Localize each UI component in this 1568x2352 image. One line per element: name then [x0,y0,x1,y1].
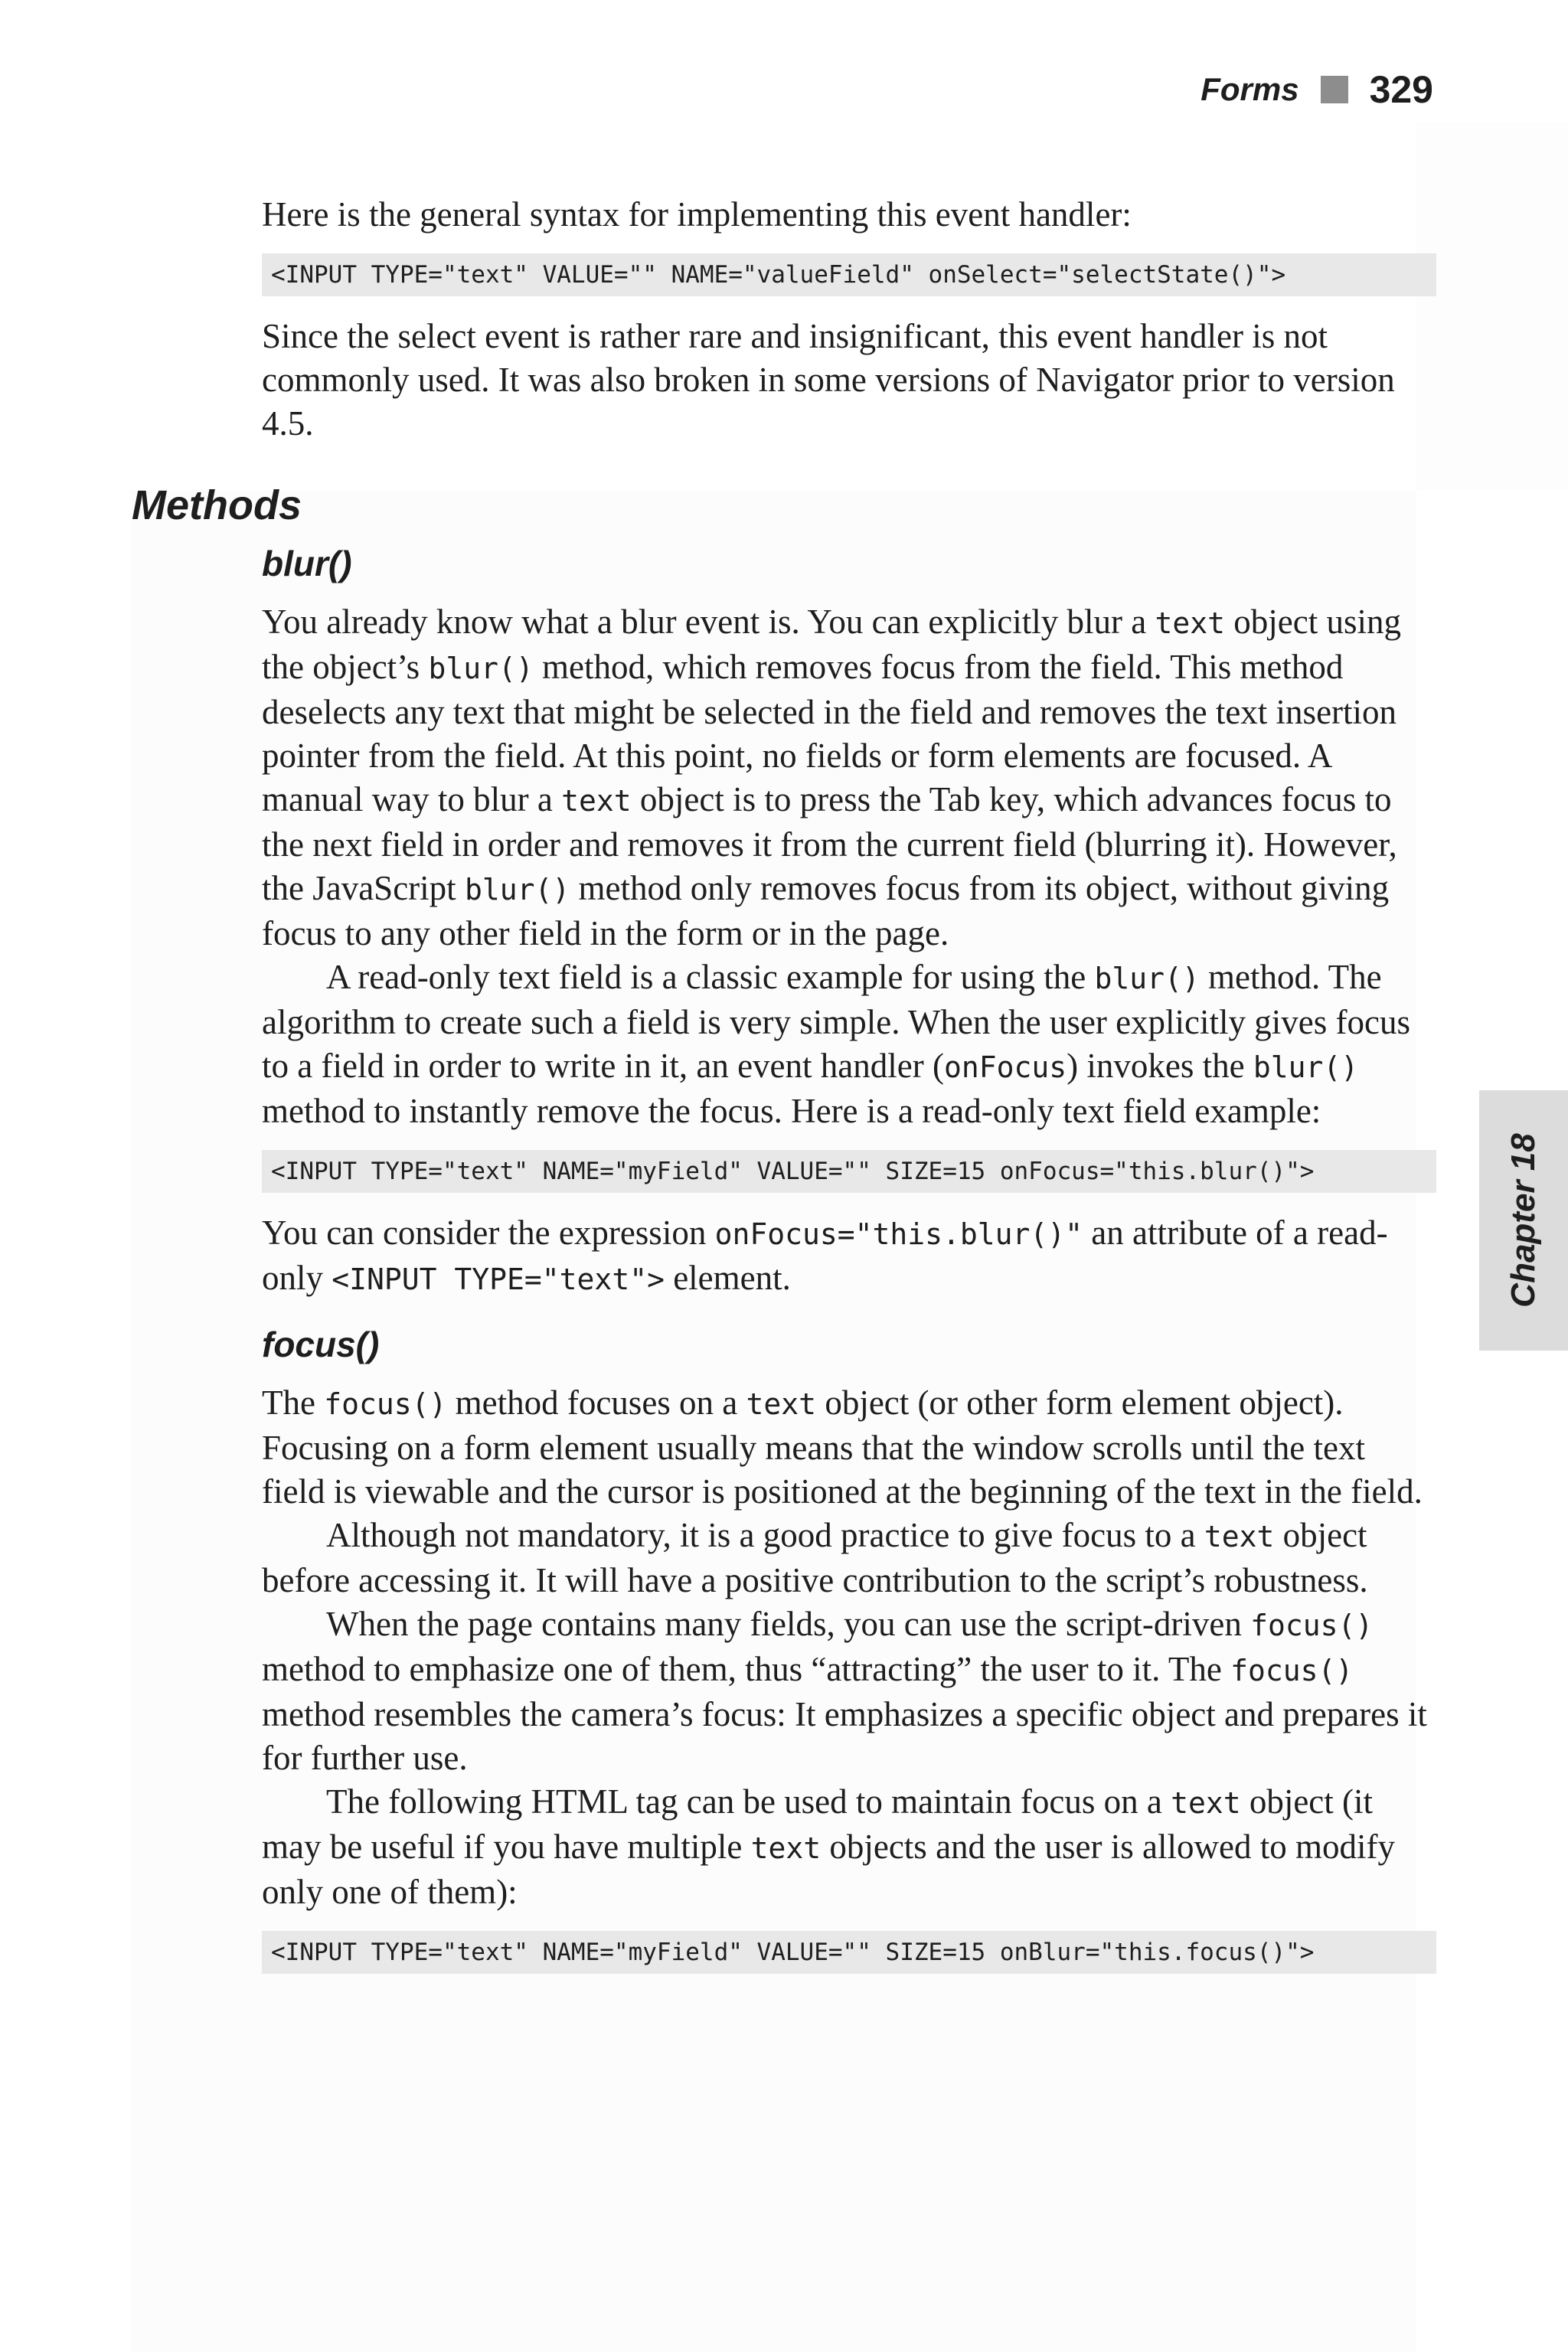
inline-code: text [561,784,632,818]
inline-code: focus() [1250,1609,1374,1642]
code-block-onselect: <INPUT TYPE="text" VALUE="" NAME="valueField" onSelect="selectState()"> [262,253,1436,296]
running-head-square-icon [1321,76,1348,103]
code-block-onblur: <INPUT TYPE="text" NAME="myField" VALUE="" SIZE=15 onBlur="this.focus()"> [262,1931,1436,1974]
chapter-tab [1479,1090,1568,1351]
inline-code: text [746,1387,817,1421]
inline-code: focus() [1230,1654,1354,1687]
running-head [1200,67,1433,112]
subheading-blur: blur() [262,544,352,583]
paragraph: Although not mandatory, it is a good practice to give focus to a text object before accessing it. It will have a positive contribution to the script’s robustness. [262,1516,1368,1599]
running-head-section: Forms [1200,71,1299,107]
inline-code: text [1171,1786,1241,1820]
page-number: 329 [1369,68,1433,111]
inline-code: blur() [428,652,534,685]
page-body [132,193,1436,1992]
subheading-focus: focus() [262,1325,380,1364]
inline-code: <INPUT TYPE="text"> [332,1263,665,1296]
page-shade-margin [1416,122,1568,490]
intro-paragraph: Here is the general syntax for implementing this event handler: [262,195,1132,234]
inline-code: focus() [324,1387,447,1421]
inline-code: text [1204,1520,1275,1553]
paragraph: When the page contains many fields, you can use the script-driven focus() method to emphasize one of them, thus “attracting” the user to it. The focus() method resembles the camera’s focus: It emphasizes a specific object and prepares it for further use. [262,1605,1427,1777]
section-heading-methods: Methods [132,482,302,528]
inline-code: text [1155,606,1225,640]
paragraph: You can consider the expression onFocus="this.blur()" an attribute of a read-only <INPUT TYPE="text"> element. [262,1214,1388,1297]
paragraph: The focus() method focuses on a text object (or other form element object). Focusing on a form element usually means that the window scrolls until the text field is viewable and the cursor is positioned at the beginning of the text in the field. [262,1383,1423,1511]
paragraph: The following HTML tag can be used to maintain focus on a text object (it may be useful if you have multiple text objects and the user is allowed to modify only one of them): [262,1782,1395,1911]
inline-code: blur() [1253,1050,1359,1084]
chapter-tab-label: Chapter 18 [1504,1133,1542,1308]
inline-code: onFocus="this.blur()" [714,1217,1083,1251]
paragraph: Since the select event is rather rare and insignificant, this event handler is not commonly used. It was also broken in some versions of Navigator prior to version 4.5. [262,317,1395,443]
paragraph: A read-only text field is a classic example for using the blur() method. The algorithm to create such a field is very simple. When the user explicitly gives focus to a field in order to write in it, an event handler (onFocus) invokes the blur() method to instantly remove the focus. Here is a read-only text field example: [262,958,1410,1130]
inline-code: blur() [1094,962,1200,995]
inline-code: blur() [464,873,570,906]
inline-code: onFocus [943,1050,1067,1084]
inline-code: text [750,1831,822,1865]
code-block-onfocus: <INPUT TYPE="text" NAME="myField" VALUE="" SIZE=15 onFocus="this.blur()"> [262,1150,1436,1193]
paragraph: You already know what a blur event is. You can explicitly blur a text object using the object’s blur() method, which removes focus from the field. This method deselects any text that might be selected in the field and removes the text insertion pointer from the field. At this point, no fields or form elements are focused. A manual way to blur a text object is to press the Tab key, which advances focus to the next field in order and removes it from the current field (blurring it). However, the JavaScript blur() method only removes focus from its object, without giving focus to any other field in the form or in the page. [262,603,1401,952]
